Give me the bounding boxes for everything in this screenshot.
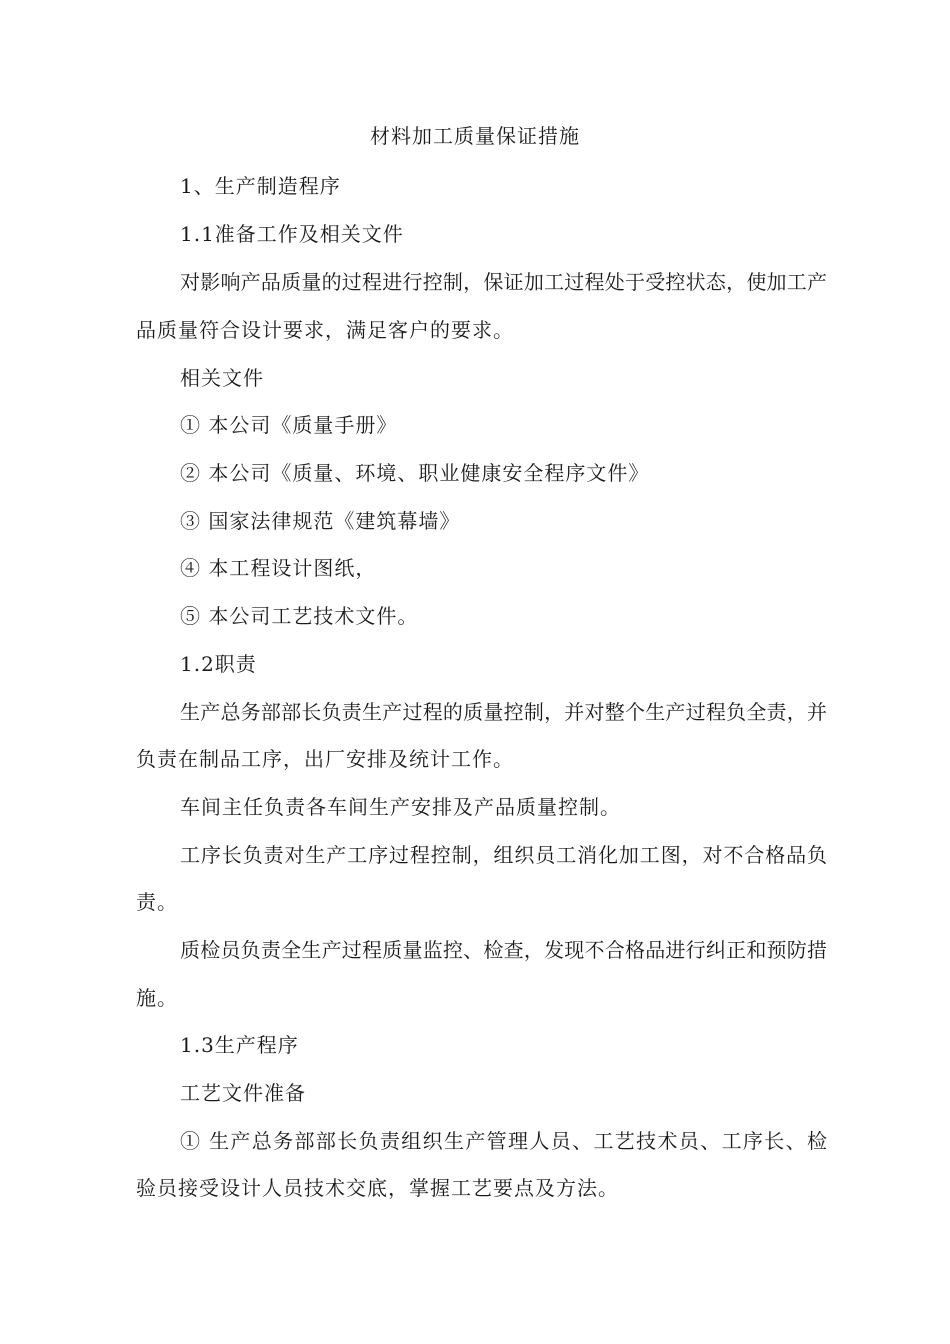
paragraph-line: 责。 (136, 890, 178, 914)
list-item: ④ 本工程设计图纸， (180, 556, 377, 580)
paragraph-line: 车间主任负责各车间生产安排及产品质量控制。 (180, 795, 621, 819)
paragraph-line: 品质量符合设计要求，满足客户的要求。 (136, 318, 514, 342)
heading-section-1-3: 1.3生产程序 (180, 1033, 299, 1057)
subheading-related-docs: 相关文件 (180, 366, 264, 390)
paragraph-line: 负责在制品工序，出厂安排及统计工作。 (136, 747, 514, 771)
list-item: ③ 国家法律规范《建筑幕墙》 (180, 509, 461, 533)
subheading-process-docs: 工艺文件准备 (180, 1081, 306, 1105)
paragraph-line: 施。 (136, 986, 178, 1010)
list-item: ② 本公司《质量、环境、职业健康安全程序文件》 (180, 461, 650, 485)
paragraph-line: 生产总务部部长负责生产过程的质量控制，并对整个生产过程负全责，并 (180, 700, 827, 724)
document-title: 材料加工质量保证措施 (370, 124, 580, 148)
paragraph-line: 质检员负责全生产过程质量监控、检查，发现不合格品进行纠正和预防措 (180, 938, 827, 962)
heading-section-1-2: 1.2职责 (180, 652, 257, 676)
paragraph-line: 工序长负责对生产工序过程控制，组织员工消化加工图，对不合格品负 (180, 843, 827, 867)
heading-section-1-1: 1.1准备工作及相关文件 (180, 222, 404, 246)
paragraph-line: 对影响产品质量的过程进行控制，保证加工过程处于受控状态，使加工产 (180, 270, 827, 294)
heading-section-1: 1、生产制造程序 (180, 174, 341, 198)
list-item: ① 本公司《质量手册》 (180, 413, 398, 437)
list-item: ① 生产总务部部长负责组织生产管理人员、工艺技术员、工序长、检 (180, 1129, 827, 1153)
list-item: ⑤ 本公司工艺技术文件。 (180, 604, 419, 628)
paragraph-line: 验员接受设计人员技术交底，掌握工艺要点及方法。 (136, 1176, 619, 1200)
